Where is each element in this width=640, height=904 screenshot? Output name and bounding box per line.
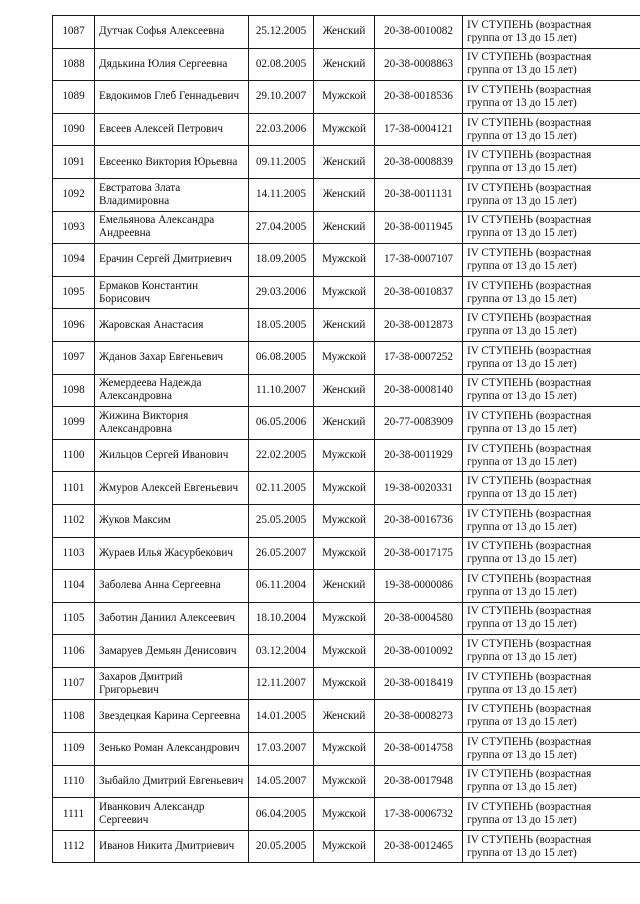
level-cell xyxy=(463,407,640,440)
level-line-2: группа от 13 до 15 лет) xyxy=(467,227,577,240)
gender: Мужской xyxy=(314,244,375,277)
participant-name: Захаров Дмитрий Григорьевич xyxy=(95,667,249,700)
gender: Мужской xyxy=(314,765,375,798)
level-line-1: IV СТУПЕНЬ (возрастная xyxy=(467,149,592,162)
participant-id: 20-38-0010092 xyxy=(375,635,463,668)
row-number: 1094 xyxy=(53,244,95,277)
level-cell xyxy=(463,341,640,374)
row-number: 1107 xyxy=(53,667,95,700)
participant-name: Зыбайло Дмитрий Евгеньевич xyxy=(95,765,249,798)
level-line-2: группа от 13 до 15 лет) xyxy=(467,748,577,761)
table-row xyxy=(53,48,640,81)
level-cell xyxy=(463,16,640,49)
gender: Женский xyxy=(314,700,375,733)
participant-name: Жданов Захар Евгеньевич xyxy=(95,341,249,374)
row-number: 1102 xyxy=(53,504,95,537)
row-number: 1093 xyxy=(53,211,95,244)
row-number: 1090 xyxy=(53,113,95,146)
level-line-1: IV СТУПЕНЬ (возрастная xyxy=(467,833,592,846)
level-line-2: группа от 13 до 15 лет) xyxy=(467,292,577,305)
birth-date: 25.12.2005 xyxy=(249,16,314,49)
participant-id: 17-38-0007107 xyxy=(375,244,463,277)
level-cell xyxy=(463,178,640,211)
table-row xyxy=(53,472,640,505)
participant-id: 20-38-0017175 xyxy=(375,537,463,570)
table-row xyxy=(53,700,640,733)
birth-date: 06.05.2006 xyxy=(249,407,314,440)
participant-name: Евстратова Злата Владимировна xyxy=(95,178,249,211)
gender: Женский xyxy=(314,374,375,407)
table-row xyxy=(53,211,640,244)
row-number: 1109 xyxy=(53,733,95,766)
participant-id: 20-38-0011929 xyxy=(375,439,463,472)
level-cell xyxy=(463,798,640,831)
table-row xyxy=(53,765,640,798)
participant-id: 20-38-0016736 xyxy=(375,504,463,537)
gender: Мужской xyxy=(314,798,375,831)
level-line-1: IV СТУПЕНЬ (возрастная xyxy=(467,605,592,618)
participant-id: 20-38-0010837 xyxy=(375,276,463,309)
participant-name: Заботин Даниил Алексеевич xyxy=(95,602,249,635)
participants-table-body xyxy=(53,16,640,863)
participant-id: 20-38-0017948 xyxy=(375,765,463,798)
level-line-1: IV СТУПЕНЬ (возрастная xyxy=(467,116,592,129)
table-row xyxy=(53,602,640,635)
birth-date: 22.03.2006 xyxy=(249,113,314,146)
participant-id: 17-38-0007252 xyxy=(375,341,463,374)
level-line-2: группа от 13 до 15 лет) xyxy=(467,814,577,827)
row-number: 1111 xyxy=(53,798,95,831)
birth-date: 20.05.2005 xyxy=(249,830,314,863)
level-line-2: группа от 13 до 15 лет) xyxy=(467,390,577,403)
table-row xyxy=(53,733,640,766)
gender: Женский xyxy=(314,178,375,211)
gender: Женский xyxy=(314,146,375,179)
birth-date: 17.03.2007 xyxy=(249,733,314,766)
gender: Мужской xyxy=(314,635,375,668)
level-line-1: IV СТУПЕНЬ (возрастная xyxy=(467,18,592,31)
participant-name: Емельянова Александра Андреевна xyxy=(95,211,249,244)
participant-name: Дутчак Софья Алексеевна xyxy=(95,16,249,49)
level-cell xyxy=(463,48,640,81)
table-row xyxy=(53,113,640,146)
row-number: 1096 xyxy=(53,309,95,342)
table-row xyxy=(53,537,640,570)
participant-id: 20-38-0008863 xyxy=(375,48,463,81)
participant-id: 20-38-0008839 xyxy=(375,146,463,179)
participant-name: Жмуров Алексей Евгеньевич xyxy=(95,472,249,505)
level-cell xyxy=(463,635,640,668)
level-line-1: IV СТУПЕНЬ (возрастная xyxy=(467,246,592,259)
row-number: 1088 xyxy=(53,48,95,81)
gender: Женский xyxy=(314,211,375,244)
participant-name: Заболева Анна Сергеевна xyxy=(95,570,249,603)
birth-date: 06.08.2005 xyxy=(249,341,314,374)
level-line-1: IV СТУПЕНЬ (возрастная xyxy=(467,442,592,455)
row-number: 1103 xyxy=(53,537,95,570)
participant-id: 20-38-0010082 xyxy=(375,16,463,49)
gender: Мужской xyxy=(314,341,375,374)
gender: Женский xyxy=(314,407,375,440)
gender: Мужской xyxy=(314,276,375,309)
table-row xyxy=(53,504,640,537)
row-number: 1087 xyxy=(53,16,95,49)
level-line-2: группа от 13 до 15 лет) xyxy=(467,422,577,435)
row-number: 1089 xyxy=(53,81,95,114)
row-number: 1097 xyxy=(53,341,95,374)
row-number: 1099 xyxy=(53,407,95,440)
gender: Мужской xyxy=(314,81,375,114)
row-number: 1106 xyxy=(53,635,95,668)
gender: Женский xyxy=(314,309,375,342)
participant-name: Зенько Роман Александрович xyxy=(95,733,249,766)
level-line-2: группа от 13 до 15 лет) xyxy=(467,618,577,631)
birth-date: 14.01.2005 xyxy=(249,700,314,733)
participant-name: Жижина Виктория Александровна xyxy=(95,407,249,440)
participant-name: Жаровская Анастасия xyxy=(95,309,249,342)
birth-date: 29.10.2007 xyxy=(249,81,314,114)
gender: Мужской xyxy=(314,602,375,635)
participant-name: Жураев Илья Жасурбекович xyxy=(95,537,249,570)
table-row xyxy=(53,276,640,309)
participant-name: Звездецкая Карина Сергеевна xyxy=(95,700,249,733)
table-row xyxy=(53,81,640,114)
participant-id: 20-38-0012465 xyxy=(375,830,463,863)
row-number: 1092 xyxy=(53,178,95,211)
participant-name: Замаруев Демьян Денисович xyxy=(95,635,249,668)
level-cell xyxy=(463,570,640,603)
gender: Мужской xyxy=(314,733,375,766)
birth-date: 11.10.2007 xyxy=(249,374,314,407)
level-cell xyxy=(463,537,640,570)
level-cell xyxy=(463,244,640,277)
level-line-2: группа от 13 до 15 лет) xyxy=(467,488,577,501)
level-line-1: IV СТУПЕНЬ (возрастная xyxy=(467,801,592,814)
level-line-1: IV СТУПЕНЬ (возрастная xyxy=(467,572,592,585)
level-line-1: IV СТУПЕНЬ (возрастная xyxy=(467,83,592,96)
birth-date: 27.04.2005 xyxy=(249,211,314,244)
birth-date: 25.05.2005 xyxy=(249,504,314,537)
level-cell xyxy=(463,146,640,179)
table-row xyxy=(53,570,640,603)
level-line-1: IV СТУПЕНЬ (возрастная xyxy=(467,214,592,227)
level-line-1: IV СТУПЕНЬ (возрастная xyxy=(467,312,592,325)
table-row xyxy=(53,798,640,831)
participants-table xyxy=(52,15,640,863)
level-line-2: группа от 13 до 15 лет) xyxy=(467,129,577,142)
table-row xyxy=(53,407,640,440)
level-line-2: группа от 13 до 15 лет) xyxy=(467,31,577,44)
level-line-2: группа от 13 до 15 лет) xyxy=(467,846,577,859)
birth-date: 26.05.2007 xyxy=(249,537,314,570)
participant-name: Дядькина Юлия Сергеевна xyxy=(95,48,249,81)
gender: Мужской xyxy=(314,113,375,146)
row-number: 1110 xyxy=(53,765,95,798)
level-line-1: IV СТУПЕНЬ (возрастная xyxy=(467,540,592,553)
level-line-1: IV СТУПЕНЬ (возрастная xyxy=(467,507,592,520)
participant-name: Ерачин Сергей Дмитриевич xyxy=(95,244,249,277)
document-page xyxy=(52,15,640,863)
level-line-2: группа от 13 до 15 лет) xyxy=(467,325,577,338)
level-line-2: группа от 13 до 15 лет) xyxy=(467,194,577,207)
level-cell xyxy=(463,211,640,244)
row-number: 1108 xyxy=(53,700,95,733)
birth-date: 14.11.2005 xyxy=(249,178,314,211)
level-line-2: группа от 13 до 15 лет) xyxy=(467,716,577,729)
row-number: 1101 xyxy=(53,472,95,505)
level-line-2: группа от 13 до 15 лет) xyxy=(467,585,577,598)
participant-name: Евсеенко Виктория Юрьевна xyxy=(95,146,249,179)
level-line-1: IV СТУПЕНЬ (возрастная xyxy=(467,670,592,683)
table-row xyxy=(53,635,640,668)
participant-id: 20-38-0011945 xyxy=(375,211,463,244)
table-row xyxy=(53,667,640,700)
level-cell xyxy=(463,472,640,505)
participant-name: Ермаков Константин Борисович xyxy=(95,276,249,309)
birth-date: 12.11.2007 xyxy=(249,667,314,700)
participant-name: Евсеев Алексей Петрович xyxy=(95,113,249,146)
row-number: 1112 xyxy=(53,830,95,863)
participant-name: Жуков Максим xyxy=(95,504,249,537)
birth-date: 03.12.2004 xyxy=(249,635,314,668)
level-line-1: IV СТУПЕНЬ (возрастная xyxy=(467,735,592,748)
level-cell xyxy=(463,309,640,342)
table-row xyxy=(53,830,640,863)
level-line-2: группа от 13 до 15 лет) xyxy=(467,455,577,468)
table-row xyxy=(53,341,640,374)
level-cell xyxy=(463,374,640,407)
level-line-1: IV СТУПЕНЬ (возрастная xyxy=(467,638,592,651)
participant-id: 19-38-0000086 xyxy=(375,570,463,603)
gender: Мужской xyxy=(314,830,375,863)
participant-id: 17-38-0006732 xyxy=(375,798,463,831)
birth-date: 06.11.2004 xyxy=(249,570,314,603)
level-cell xyxy=(463,667,640,700)
participant-name: Евдокимов Глеб Геннадьевич xyxy=(95,81,249,114)
row-number: 1104 xyxy=(53,570,95,603)
gender: Женский xyxy=(314,570,375,603)
level-cell xyxy=(463,700,640,733)
participant-id: 20-38-0018419 xyxy=(375,667,463,700)
table-row xyxy=(53,178,640,211)
gender: Женский xyxy=(314,16,375,49)
gender: Женский xyxy=(314,48,375,81)
participant-id: 20-38-0012873 xyxy=(375,309,463,342)
gender: Мужской xyxy=(314,472,375,505)
level-cell xyxy=(463,765,640,798)
level-cell xyxy=(463,81,640,114)
birth-date: 02.08.2005 xyxy=(249,48,314,81)
participant-id: 20-38-0011131 xyxy=(375,178,463,211)
birth-date: 18.05.2005 xyxy=(249,309,314,342)
row-number: 1100 xyxy=(53,439,95,472)
participant-id: 20-38-0008273 xyxy=(375,700,463,733)
level-line-1: IV СТУПЕНЬ (возрастная xyxy=(467,181,592,194)
birth-date: 02.11.2005 xyxy=(249,472,314,505)
table-row xyxy=(53,374,640,407)
level-line-1: IV СТУПЕНЬ (возрастная xyxy=(467,409,592,422)
row-number: 1105 xyxy=(53,602,95,635)
level-line-2: группа от 13 до 15 лет) xyxy=(467,96,577,109)
level-line-2: группа от 13 до 15 лет) xyxy=(467,64,577,77)
level-line-1: IV СТУПЕНЬ (возрастная xyxy=(467,475,592,488)
participant-id: 20-38-0004580 xyxy=(375,602,463,635)
gender: Мужской xyxy=(314,504,375,537)
birth-date: 09.11.2005 xyxy=(249,146,314,179)
level-line-2: группа от 13 до 15 лет) xyxy=(467,357,577,370)
participant-id: 19-38-0020331 xyxy=(375,472,463,505)
level-line-2: группа от 13 до 15 лет) xyxy=(467,553,577,566)
gender: Мужской xyxy=(314,439,375,472)
level-line-1: IV СТУПЕНЬ (возрастная xyxy=(467,377,592,390)
participant-id: 17-38-0004121 xyxy=(375,113,463,146)
level-cell xyxy=(463,276,640,309)
row-number: 1095 xyxy=(53,276,95,309)
level-line-2: группа от 13 до 15 лет) xyxy=(467,162,577,175)
level-cell xyxy=(463,439,640,472)
level-line-1: IV СТУПЕНЬ (возрастная xyxy=(467,279,592,292)
level-line-2: группа от 13 до 15 лет) xyxy=(467,781,577,794)
level-line-2: группа от 13 до 15 лет) xyxy=(467,259,577,272)
birth-date: 18.10.2004 xyxy=(249,602,314,635)
level-cell xyxy=(463,830,640,863)
participant-name: Жильцов Сергей Иванович xyxy=(95,439,249,472)
participant-id: 20-77-0083909 xyxy=(375,407,463,440)
level-line-1: IV СТУПЕНЬ (возрастная xyxy=(467,344,592,357)
birth-date: 22.02.2005 xyxy=(249,439,314,472)
level-line-1: IV СТУПЕНЬ (возрастная xyxy=(467,51,592,64)
participant-id: 20-38-0018536 xyxy=(375,81,463,114)
row-number: 1091 xyxy=(53,146,95,179)
participant-id: 20-38-0008140 xyxy=(375,374,463,407)
participant-name: Жемердеева Надежда Александровна xyxy=(95,374,249,407)
level-cell xyxy=(463,504,640,537)
birth-date: 29.03.2006 xyxy=(249,276,314,309)
level-line-1: IV СТУПЕНЬ (возрастная xyxy=(467,703,592,716)
table-row xyxy=(53,309,640,342)
level-line-1: IV СТУПЕНЬ (возрастная xyxy=(467,768,592,781)
gender: Мужской xyxy=(314,537,375,570)
level-line-2: группа от 13 до 15 лет) xyxy=(467,651,577,664)
row-number: 1098 xyxy=(53,374,95,407)
level-cell xyxy=(463,733,640,766)
birth-date: 06.04.2005 xyxy=(249,798,314,831)
level-cell xyxy=(463,602,640,635)
table-row xyxy=(53,16,640,49)
table-row xyxy=(53,146,640,179)
participant-name: Иванкович Александр Сергеевич xyxy=(95,798,249,831)
level-line-2: группа от 13 до 15 лет) xyxy=(467,520,577,533)
birth-date: 14.05.2007 xyxy=(249,765,314,798)
table-row xyxy=(53,244,640,277)
participant-id: 20-38-0014758 xyxy=(375,733,463,766)
table-row xyxy=(53,439,640,472)
birth-date: 18.09.2005 xyxy=(249,244,314,277)
level-line-2: группа от 13 до 15 лет) xyxy=(467,683,577,696)
gender: Мужской xyxy=(314,667,375,700)
level-cell xyxy=(463,113,640,146)
participant-name: Иванов Никита Дмитриевич xyxy=(95,830,249,863)
